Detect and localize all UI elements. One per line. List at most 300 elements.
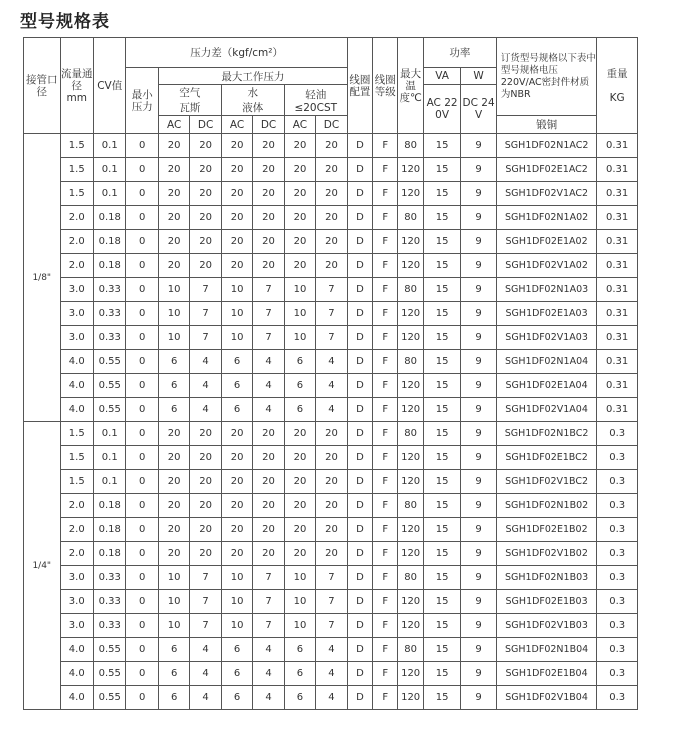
cell-cv: 0.18 xyxy=(94,542,126,566)
header-weight xyxy=(597,38,638,134)
table-row xyxy=(24,422,638,446)
cell-w: 9 xyxy=(461,254,497,278)
cell-coil: D xyxy=(347,566,372,590)
cell-coil: D xyxy=(347,494,372,518)
cell-flow: 3.0 xyxy=(60,590,93,614)
cell-water-ac: 20 xyxy=(221,230,252,254)
cell-w: 9 xyxy=(461,350,497,374)
cell-air-dc: 20 xyxy=(190,134,221,158)
cell-water-dc: 20 xyxy=(253,206,284,230)
cell-air-dc: 20 xyxy=(190,446,221,470)
cell-temp: 120 xyxy=(398,158,423,182)
cell-water-ac: 20 xyxy=(221,206,252,230)
cell-air-ac: 6 xyxy=(158,638,189,662)
cell-flow: 3.0 xyxy=(60,566,93,590)
cell-water-dc: 7 xyxy=(253,614,284,638)
cell-air-dc: 20 xyxy=(190,158,221,182)
cell-weight: 0.31 xyxy=(597,278,638,302)
table-row xyxy=(24,374,638,398)
header-flow-label: 流量通径 xyxy=(61,67,93,92)
cell-weight: 0.3 xyxy=(597,590,638,614)
header-oil-cond: ≤20CST xyxy=(294,101,338,114)
cell-va: 15 xyxy=(423,254,461,278)
cell-weight: 0.31 xyxy=(597,206,638,230)
cell-water-dc: 20 xyxy=(253,518,284,542)
cell-model: SGH1DF02E1B02 xyxy=(496,518,596,542)
cell-temp: 120 xyxy=(398,662,423,686)
header-water-label: 水 xyxy=(247,87,259,99)
table-row xyxy=(24,206,638,230)
header-min-pressure: 最小压力 xyxy=(126,68,158,134)
cell-weight: 0.31 xyxy=(597,182,638,206)
cell-oil-dc: 7 xyxy=(316,614,348,638)
cell-weight: 0.3 xyxy=(597,518,638,542)
cell-cv: 0.55 xyxy=(94,350,126,374)
cell-oil-ac: 6 xyxy=(284,374,315,398)
cell-oil-ac: 20 xyxy=(284,542,315,566)
table-row xyxy=(24,446,638,470)
cell-va: 15 xyxy=(423,350,461,374)
cell-weight: 0.31 xyxy=(597,374,638,398)
cell-cv: 0.1 xyxy=(94,470,126,494)
cell-min: 0 xyxy=(126,638,158,662)
table-row xyxy=(24,350,638,374)
table-row xyxy=(24,518,638,542)
cell-temp: 120 xyxy=(398,470,423,494)
cell-w: 9 xyxy=(461,134,497,158)
cell-weight: 0.31 xyxy=(597,326,638,350)
cell-cv: 0.1 xyxy=(94,158,126,182)
header-dc-volt: DC 24V xyxy=(461,85,497,134)
cell-temp: 80 xyxy=(398,350,423,374)
cell-water-ac: 20 xyxy=(221,494,252,518)
cell-model: SGH1DF02E1BC2 xyxy=(496,446,596,470)
cell-air-ac: 6 xyxy=(158,662,189,686)
cell-w: 9 xyxy=(461,494,497,518)
cell-min: 0 xyxy=(126,230,158,254)
cell-oil-ac: 10 xyxy=(284,326,315,350)
cell-air-ac: 10 xyxy=(158,326,189,350)
header-cv: CV值 xyxy=(94,38,126,134)
cell-air-ac: 20 xyxy=(158,446,189,470)
cell-weight: 0.31 xyxy=(597,230,638,254)
cell-flow: 2.0 xyxy=(60,518,93,542)
cell-min: 0 xyxy=(126,254,158,278)
table-row xyxy=(24,566,638,590)
cell-coil: D xyxy=(347,542,372,566)
cell-temp: 80 xyxy=(398,638,423,662)
header-water-ac: AC xyxy=(221,116,252,134)
cell-water-dc: 4 xyxy=(253,662,284,686)
cell-min: 0 xyxy=(126,542,158,566)
cell-air-ac: 6 xyxy=(158,398,189,422)
cell-min: 0 xyxy=(126,686,158,710)
cell-weight: 0.31 xyxy=(597,398,638,422)
cell-water-ac: 10 xyxy=(221,566,252,590)
cell-cv: 0.1 xyxy=(94,182,126,206)
cell-min: 0 xyxy=(126,398,158,422)
cell-min: 0 xyxy=(126,278,158,302)
cell-temp: 120 xyxy=(398,254,423,278)
cell-coil: D xyxy=(347,254,372,278)
table-row xyxy=(24,158,638,182)
cell-air-dc: 4 xyxy=(190,662,221,686)
cell-oil-dc: 20 xyxy=(316,254,348,278)
cell-air-ac: 10 xyxy=(158,614,189,638)
cell-min: 0 xyxy=(126,158,158,182)
cell-coil: D xyxy=(347,326,372,350)
cell-min: 0 xyxy=(126,374,158,398)
cell-va: 15 xyxy=(423,638,461,662)
cell-model: SGH1DF02E1A04 xyxy=(496,374,596,398)
cell-air-ac: 20 xyxy=(158,470,189,494)
cell-temp: 80 xyxy=(398,278,423,302)
cell-weight: 0.3 xyxy=(597,422,638,446)
cell-air-dc: 4 xyxy=(190,350,221,374)
cell-water-dc: 20 xyxy=(253,422,284,446)
cell-min: 0 xyxy=(126,662,158,686)
table-row xyxy=(24,326,638,350)
cell-flow: 4.0 xyxy=(60,686,93,710)
header-forged-copper: 锻铜 xyxy=(496,116,596,134)
cell-oil-ac: 20 xyxy=(284,182,315,206)
header-air xyxy=(158,85,221,116)
cell-grade: F xyxy=(373,446,398,470)
cell-grade: F xyxy=(373,206,398,230)
header-gas-label: 瓦斯 xyxy=(179,102,201,114)
cell-water-dc: 20 xyxy=(253,542,284,566)
cell-model: SGH1DF02N1A03 xyxy=(496,278,596,302)
cell-weight: 0.31 xyxy=(597,134,638,158)
cell-oil-dc: 20 xyxy=(316,182,348,206)
cell-grade: F xyxy=(373,398,398,422)
cell-coil: D xyxy=(347,350,372,374)
cell-temp: 120 xyxy=(398,182,423,206)
header-coil-config: 线圈配置 xyxy=(347,38,372,134)
cell-flow: 3.0 xyxy=(60,614,93,638)
cell-air-ac: 20 xyxy=(158,542,189,566)
cell-coil: D xyxy=(347,374,372,398)
cell-weight: 0.3 xyxy=(597,686,638,710)
spec-table xyxy=(23,37,638,710)
cell-water-dc: 7 xyxy=(253,326,284,350)
pipe-size-cell: 1/4" xyxy=(24,422,61,710)
cell-temp: 120 xyxy=(398,302,423,326)
cell-flow: 4.0 xyxy=(60,374,93,398)
header-water-dc: DC xyxy=(253,116,284,134)
cell-w: 9 xyxy=(461,566,497,590)
cell-water-dc: 7 xyxy=(253,566,284,590)
cell-va: 15 xyxy=(423,494,461,518)
cell-water-ac: 20 xyxy=(221,182,252,206)
cell-model: SGH1DF02N1BC2 xyxy=(496,422,596,446)
cell-oil-ac: 6 xyxy=(284,398,315,422)
cell-cv: 0.1 xyxy=(94,134,126,158)
cell-model: SGH1DF02V1A02 xyxy=(496,254,596,278)
cell-air-ac: 10 xyxy=(158,566,189,590)
cell-va: 15 xyxy=(423,686,461,710)
cell-water-ac: 10 xyxy=(221,614,252,638)
cell-cv: 0.55 xyxy=(94,398,126,422)
cell-air-dc: 20 xyxy=(190,518,221,542)
header-max-work-pressure: 最大工作压力 xyxy=(158,68,347,85)
cell-model: SGH1DF02N1AC2 xyxy=(496,134,596,158)
cell-va: 15 xyxy=(423,542,461,566)
cell-va: 15 xyxy=(423,302,461,326)
cell-air-ac: 20 xyxy=(158,254,189,278)
cell-water-ac: 10 xyxy=(221,302,252,326)
header-air-ac: AC xyxy=(158,116,189,134)
cell-grade: F xyxy=(373,662,398,686)
cell-flow: 4.0 xyxy=(60,350,93,374)
cell-coil: D xyxy=(347,158,372,182)
table-header xyxy=(24,38,638,134)
cell-water-dc: 20 xyxy=(253,446,284,470)
cell-water-dc: 7 xyxy=(253,302,284,326)
cell-w: 9 xyxy=(461,374,497,398)
cell-air-ac: 20 xyxy=(158,182,189,206)
cell-air-dc: 4 xyxy=(190,398,221,422)
cell-grade: F xyxy=(373,518,398,542)
cell-grade: F xyxy=(373,614,398,638)
cell-va: 15 xyxy=(423,614,461,638)
cell-cv: 0.18 xyxy=(94,230,126,254)
cell-temp: 120 xyxy=(398,446,423,470)
cell-oil-dc: 4 xyxy=(316,662,348,686)
cell-grade: F xyxy=(373,374,398,398)
header-oil-ac: AC xyxy=(284,116,315,134)
table-row xyxy=(24,638,638,662)
cell-air-dc: 4 xyxy=(190,686,221,710)
cell-air-dc: 20 xyxy=(190,254,221,278)
cell-coil: D xyxy=(347,134,372,158)
cell-cv: 0.18 xyxy=(94,254,126,278)
header-order-note: 订货型号规格以下表中型号规格电压220V/AC密封件材质为NBR xyxy=(496,38,596,116)
cell-air-dc: 4 xyxy=(190,374,221,398)
cell-water-ac: 6 xyxy=(221,662,252,686)
cell-flow: 1.5 xyxy=(60,182,93,206)
cell-oil-ac: 20 xyxy=(284,158,315,182)
cell-model: SGH1DF02N1B02 xyxy=(496,494,596,518)
cell-va: 15 xyxy=(423,662,461,686)
cell-oil-dc: 4 xyxy=(316,350,348,374)
cell-grade: F xyxy=(373,542,398,566)
cell-cv: 0.55 xyxy=(94,686,126,710)
cell-model: SGH1DF02V1A04 xyxy=(496,398,596,422)
cell-model: SGH1DF02N1A04 xyxy=(496,350,596,374)
cell-water-ac: 20 xyxy=(221,254,252,278)
cell-temp: 120 xyxy=(398,326,423,350)
cell-model: SGH1DF02N1A02 xyxy=(496,206,596,230)
cell-va: 15 xyxy=(423,470,461,494)
cell-oil-dc: 7 xyxy=(316,590,348,614)
cell-coil: D xyxy=(347,446,372,470)
cell-water-dc: 4 xyxy=(253,686,284,710)
cell-coil: D xyxy=(347,398,372,422)
cell-water-dc: 4 xyxy=(253,638,284,662)
cell-weight: 0.3 xyxy=(597,614,638,638)
cell-cv: 0.55 xyxy=(94,662,126,686)
header-liquid-label: 液体 xyxy=(242,102,264,114)
cell-grade: F xyxy=(373,494,398,518)
cell-air-ac: 20 xyxy=(158,230,189,254)
cell-oil-ac: 10 xyxy=(284,614,315,638)
cell-water-dc: 20 xyxy=(253,230,284,254)
cell-w: 9 xyxy=(461,542,497,566)
cell-flow: 2.0 xyxy=(60,542,93,566)
cell-flow: 2.0 xyxy=(60,494,93,518)
cell-min: 0 xyxy=(126,302,158,326)
cell-model: SGH1DF02E1B04 xyxy=(496,662,596,686)
cell-min: 0 xyxy=(126,470,158,494)
cell-model: SGH1DF02E1A02 xyxy=(496,230,596,254)
cell-oil-dc: 20 xyxy=(316,422,348,446)
header-coil-grade: 线圈等级 xyxy=(373,38,398,134)
cell-oil-dc: 20 xyxy=(316,518,348,542)
cell-flow: 1.5 xyxy=(60,158,93,182)
header-ac-volt: AC 220V xyxy=(423,85,461,134)
cell-w: 9 xyxy=(461,182,497,206)
cell-oil-ac: 20 xyxy=(284,518,315,542)
cell-w: 9 xyxy=(461,158,497,182)
cell-grade: F xyxy=(373,422,398,446)
cell-grade: F xyxy=(373,134,398,158)
header-pressure-diff: 压力差（kgf/cm²） xyxy=(126,38,347,68)
cell-va: 15 xyxy=(423,518,461,542)
cell-water-ac: 10 xyxy=(221,326,252,350)
cell-air-ac: 20 xyxy=(158,134,189,158)
cell-coil: D xyxy=(347,422,372,446)
cell-min: 0 xyxy=(126,206,158,230)
cell-min: 0 xyxy=(126,326,158,350)
pipe-size-cell: 1/8" xyxy=(24,134,61,422)
cell-temp: 80 xyxy=(398,422,423,446)
cell-flow: 2.0 xyxy=(60,206,93,230)
cell-grade: F xyxy=(373,686,398,710)
cell-cv: 0.33 xyxy=(94,302,126,326)
cell-cv: 0.33 xyxy=(94,326,126,350)
cell-oil-dc: 4 xyxy=(316,638,348,662)
cell-grade: F xyxy=(373,326,398,350)
cell-oil-dc: 7 xyxy=(316,326,348,350)
cell-flow: 1.5 xyxy=(60,422,93,446)
cell-oil-dc: 4 xyxy=(316,686,348,710)
cell-oil-dc: 7 xyxy=(316,566,348,590)
cell-oil-ac: 10 xyxy=(284,590,315,614)
cell-w: 9 xyxy=(461,686,497,710)
cell-oil-dc: 20 xyxy=(316,230,348,254)
header-flow-unit: mm xyxy=(66,91,87,104)
cell-cv: 0.33 xyxy=(94,566,126,590)
cell-cv: 0.33 xyxy=(94,590,126,614)
cell-cv: 0.33 xyxy=(94,614,126,638)
cell-water-ac: 20 xyxy=(221,158,252,182)
cell-oil-dc: 20 xyxy=(316,494,348,518)
cell-flow: 1.5 xyxy=(60,446,93,470)
cell-weight: 0.3 xyxy=(597,470,638,494)
table-row xyxy=(24,470,638,494)
cell-water-ac: 10 xyxy=(221,278,252,302)
cell-air-ac: 6 xyxy=(158,686,189,710)
cell-air-dc: 20 xyxy=(190,230,221,254)
cell-water-dc: 20 xyxy=(253,470,284,494)
cell-w: 9 xyxy=(461,638,497,662)
table-row xyxy=(24,398,638,422)
header-air-dc: DC xyxy=(190,116,221,134)
cell-coil: D xyxy=(347,230,372,254)
cell-flow: 4.0 xyxy=(60,638,93,662)
cell-air-ac: 20 xyxy=(158,158,189,182)
cell-va: 15 xyxy=(423,206,461,230)
table-row xyxy=(24,278,638,302)
header-max-temp: 最大温度℃ xyxy=(398,38,423,134)
cell-air-dc: 4 xyxy=(190,638,221,662)
cell-w: 9 xyxy=(461,470,497,494)
cell-coil: D xyxy=(347,278,372,302)
cell-grade: F xyxy=(373,230,398,254)
cell-water-ac: 20 xyxy=(221,542,252,566)
cell-coil: D xyxy=(347,638,372,662)
cell-weight: 0.3 xyxy=(597,542,638,566)
cell-model: SGH1DF02E1A03 xyxy=(496,302,596,326)
cell-w: 9 xyxy=(461,614,497,638)
cell-air-dc: 20 xyxy=(190,206,221,230)
cell-va: 15 xyxy=(423,566,461,590)
cell-oil-ac: 20 xyxy=(284,134,315,158)
cell-min: 0 xyxy=(126,134,158,158)
cell-water-ac: 10 xyxy=(221,590,252,614)
cell-water-ac: 6 xyxy=(221,686,252,710)
cell-oil-ac: 10 xyxy=(284,278,315,302)
cell-model: SGH1DF02V1B02 xyxy=(496,542,596,566)
cell-weight: 0.3 xyxy=(597,662,638,686)
cell-va: 15 xyxy=(423,230,461,254)
cell-water-dc: 4 xyxy=(253,398,284,422)
table-row xyxy=(24,494,638,518)
cell-cv: 0.33 xyxy=(94,278,126,302)
table-row xyxy=(24,134,638,158)
cell-coil: D xyxy=(347,686,372,710)
cell-temp: 120 xyxy=(398,374,423,398)
cell-grade: F xyxy=(373,158,398,182)
cell-oil-ac: 10 xyxy=(284,302,315,326)
header-w: W xyxy=(461,68,497,85)
cell-flow: 1.5 xyxy=(60,134,93,158)
cell-va: 15 xyxy=(423,446,461,470)
cell-oil-dc: 4 xyxy=(316,398,348,422)
cell-oil-ac: 10 xyxy=(284,566,315,590)
cell-air-ac: 6 xyxy=(158,350,189,374)
cell-air-dc: 7 xyxy=(190,590,221,614)
cell-oil-dc: 20 xyxy=(316,542,348,566)
header-water xyxy=(221,85,284,116)
cell-w: 9 xyxy=(461,446,497,470)
cell-oil-dc: 7 xyxy=(316,278,348,302)
cell-va: 15 xyxy=(423,278,461,302)
cell-temp: 80 xyxy=(398,494,423,518)
cell-water-dc: 4 xyxy=(253,350,284,374)
cell-cv: 0.55 xyxy=(94,374,126,398)
cell-cv: 0.18 xyxy=(94,518,126,542)
header-flow xyxy=(60,38,93,134)
cell-oil-ac: 6 xyxy=(284,350,315,374)
cell-air-dc: 7 xyxy=(190,566,221,590)
cell-cv: 0.18 xyxy=(94,206,126,230)
cell-water-dc: 20 xyxy=(253,134,284,158)
cell-water-dc: 20 xyxy=(253,158,284,182)
cell-temp: 120 xyxy=(398,590,423,614)
cell-water-dc: 4 xyxy=(253,374,284,398)
